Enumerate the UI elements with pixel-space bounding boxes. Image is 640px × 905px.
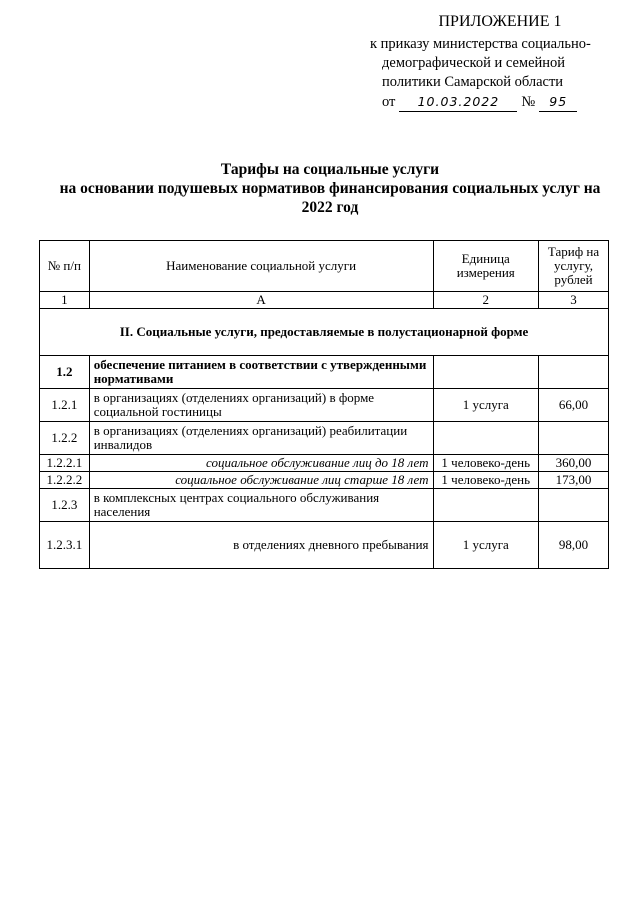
row-name: в организациях (отделениях организаций) реабилитации инвалидов — [89, 422, 433, 455]
order-date: 10.03.2022 — [399, 92, 517, 112]
header-name: Наименование социальной услуги — [89, 241, 433, 292]
title-line-2: на основании подушевых нормативов финансирования социальных услуг на — [59, 180, 601, 197]
row-tariff: 173,00 — [538, 472, 608, 489]
row-tariff — [538, 422, 608, 455]
row-name: в отделениях дневного пребывания — [89, 522, 433, 569]
title-line-3: 2022 год — [301, 199, 359, 216]
index-unit: 2 — [433, 292, 538, 309]
date-prefix: от — [382, 94, 396, 110]
header-num: № п/п — [40, 241, 90, 292]
row-tariff — [538, 356, 608, 389]
appendix-header — [370, 12, 610, 112]
row-name: в организациях (отделениях организаций) в форме социальной гостиницы — [89, 389, 433, 422]
row-tariff — [538, 489, 608, 522]
row-name: социальное обслуживание лиц до 18 лет — [89, 455, 433, 472]
row-name: социальное обслуживание лиц старше 18 лет — [89, 472, 433, 489]
row-tariff: 66,00 — [538, 389, 608, 422]
table-row — [40, 389, 609, 422]
row-num: 1.2.2.2 — [40, 472, 90, 489]
row-tariff: 98,00 — [538, 522, 608, 569]
index-num: 1 — [40, 292, 90, 309]
number-prefix: № — [521, 94, 536, 110]
row-tariff: 360,00 — [538, 455, 608, 472]
order-reference-line-1: к приказу министерства социально- — [370, 36, 591, 52]
row-unit: 1 человеко-день — [433, 472, 538, 489]
table-row — [40, 472, 609, 489]
header-unit: Единица измерения — [433, 241, 538, 292]
row-num: 1.2.3 — [40, 489, 90, 522]
row-name: в комплексных центрах социального обслуживания населения — [89, 489, 433, 522]
column-index-row — [40, 292, 609, 309]
table-row — [40, 422, 609, 455]
row-unit — [433, 356, 538, 389]
row-unit: 1 услуга — [433, 389, 538, 422]
order-reference-line-2: демографической и семейной — [382, 55, 566, 71]
order-reference-line-3: политики Самарской области — [382, 74, 564, 90]
index-name: А — [89, 292, 433, 309]
row-num: 1.2.1 — [40, 389, 90, 422]
section-row — [40, 309, 609, 356]
row-unit — [433, 422, 538, 455]
row-num: 1.2 — [40, 356, 90, 389]
row-num: 1.2.2 — [40, 422, 90, 455]
table-header-row — [40, 241, 609, 292]
table-row — [40, 522, 609, 569]
order-number: 95 — [539, 92, 577, 112]
row-unit: 1 человеко-день — [433, 455, 538, 472]
row-num: 1.2.2.1 — [40, 455, 90, 472]
tariffs-table — [39, 240, 609, 569]
row-unit — [433, 489, 538, 522]
row-name: обеспечение питанием в соответствии с утвержденными нормативами — [89, 356, 433, 389]
document-title — [40, 160, 620, 217]
row-unit: 1 услуга — [433, 522, 538, 569]
row-num: 1.2.3.1 — [40, 522, 90, 569]
table-row — [40, 356, 609, 389]
title-line-1: Тарифы на социальные услуги — [220, 161, 440, 178]
table-row — [40, 455, 609, 472]
order-date-line — [370, 92, 610, 112]
index-tariff: 3 — [538, 292, 608, 309]
appendix-label: ПРИЛОЖЕНИЕ 1 — [438, 13, 562, 30]
section-heading: II. Социальные услуги, предоставляемые в полустационарной форме — [40, 309, 609, 356]
header-tariff: Тариф на услугу, рублей — [538, 241, 608, 292]
table-row — [40, 489, 609, 522]
